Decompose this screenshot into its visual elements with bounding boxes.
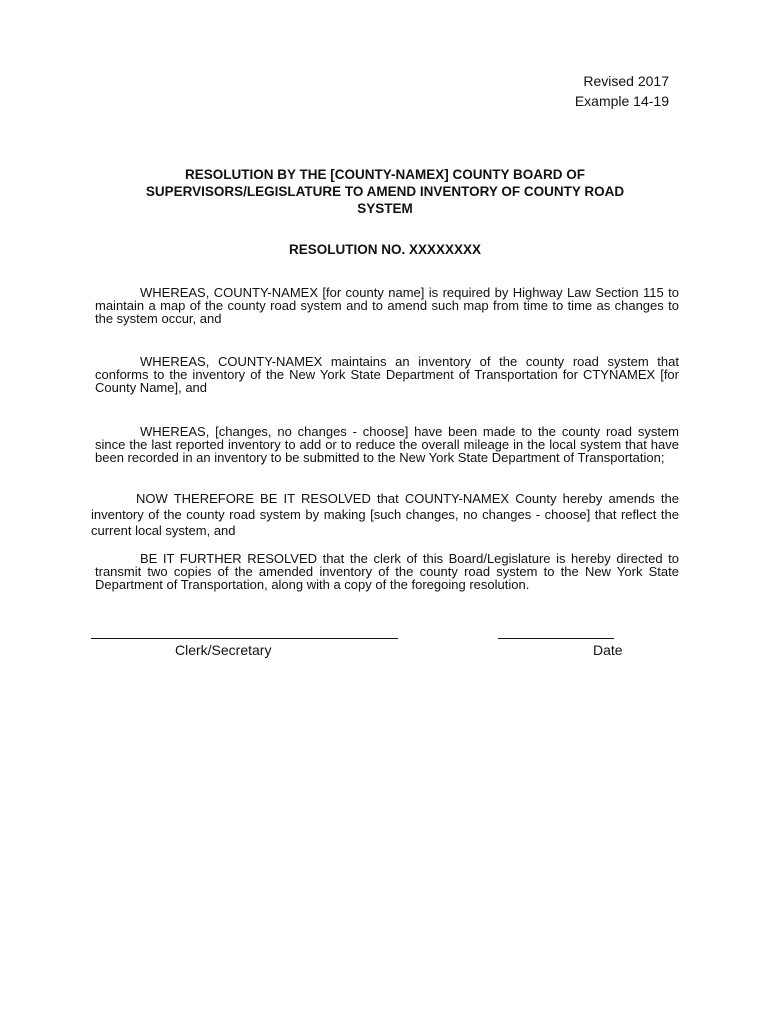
whereas-paragraph-3: WHEREAS, [changes, no changes - choose] have been made to the county road system since the last reported inventory to add or to reduce the overall mileage in the local system that have been recorded in an inventory to be submitted to the New York State Department of Transportation; [95, 424, 679, 465]
revision-label: Revised 2017 [583, 73, 669, 89]
resolved-paragraph: NOW THEREFORE BE IT RESOLVED that COUNTY-NAMEX County hereby amends the inventory of the county road system by making [such changes, no changes - choose] that reflect the current local system, and [91, 491, 679, 538]
example-label: Example 14-19 [574, 93, 669, 109]
title-line-1: RESOLUTION BY THE [COUNTY-NAMEX] COUNTY BOARD OF [184, 167, 585, 182]
whereas-paragraph-2: WHEREAS, COUNTY-NAMEX maintains an inventory of the county road system that conforms to the inventory of the New York State Department of Transportation for CTYNAMEX [for County Name], and [95, 354, 679, 395]
clerk-signature-label: Clerk/Secretary [175, 642, 272, 658]
further-resolved-paragraph: BE IT FURTHER RESOLVED that the clerk of this Board/Legislature is hereby directed to transmit two copies of the amended inventory of the county road system to the New York State Department of Transportation, along with a copy of the foregoing resolution. [95, 551, 679, 592]
title-line-3: SYSTEM [357, 201, 413, 216]
whereas-paragraph-1: WHEREAS, COUNTY-NAMEX [for county name] is required by Highway Law Section 115 to maintain a map of the county road system and to amend such map from time to time as changes to the system occur, and [95, 285, 679, 326]
clerk-signature-line [91, 638, 398, 639]
resolution-title [100, 166, 670, 217]
title-line-2: SUPERVISORS/LEGISLATURE TO AMEND INVENTORY OF COUNTY ROAD [145, 184, 625, 199]
date-signature-line [498, 638, 614, 639]
resolution-number: RESOLUTION NO. XXXXXXXX [288, 242, 482, 257]
date-signature-label: Date [593, 642, 623, 658]
document-header [575, 71, 669, 111]
